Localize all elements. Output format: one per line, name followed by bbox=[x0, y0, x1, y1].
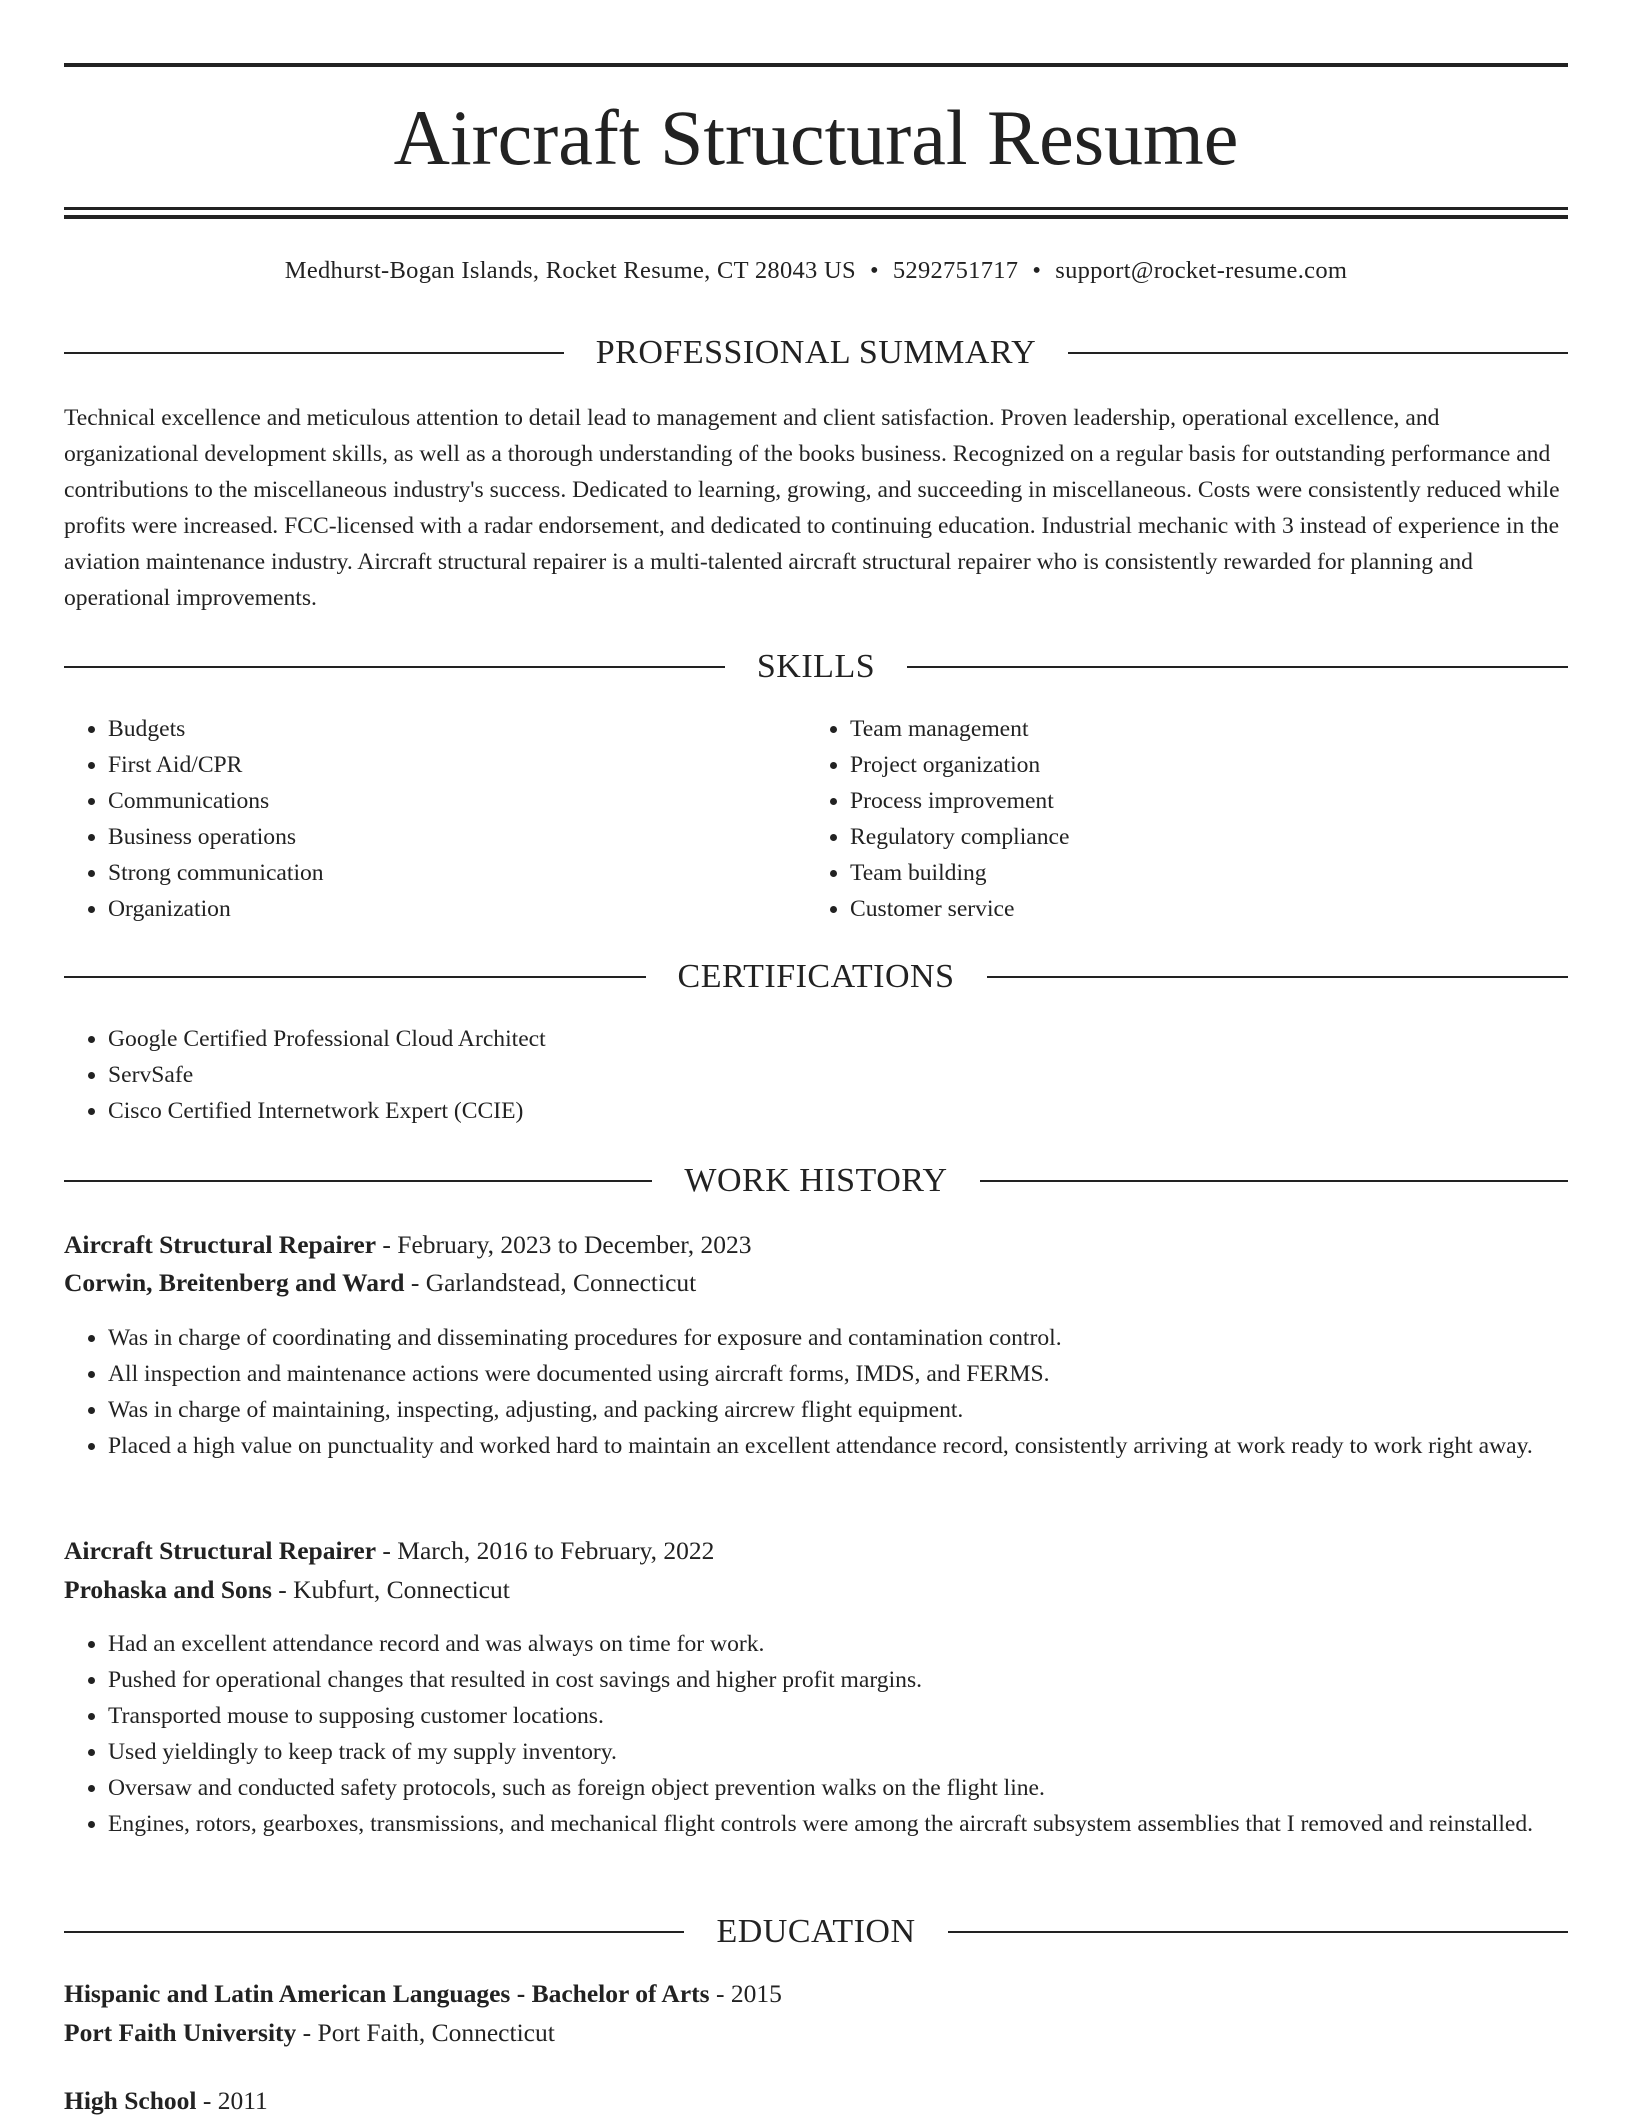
education-degree: High School bbox=[64, 2086, 197, 2115]
job-bullet: • Was in charge of coordinating and disseminating procedures for exposure and contamination control. bbox=[108, 1320, 1568, 1356]
job-title-line bbox=[64, 1532, 1568, 1570]
job-location: - Garlandstead, Connecticut bbox=[404, 1268, 697, 1297]
contact-address: Medhurst-Bogan Islands, Rocket Resume, CT 28043 US bbox=[284, 257, 856, 284]
heading-rule bbox=[64, 976, 646, 978]
skill-item: • Regulatory compliance bbox=[850, 819, 1550, 855]
heading-rule bbox=[980, 1180, 1568, 1182]
resume-title: Aircraft Structural Resume bbox=[393, 94, 1239, 181]
section-heading-work-history bbox=[64, 1161, 1568, 1201]
job-dates: - February, 2023 to December, 2023 bbox=[376, 1230, 752, 1259]
education-location: - Port Faith, Connecticut bbox=[296, 2018, 555, 2047]
certification-item: • ServSafe bbox=[108, 1057, 1568, 1093]
contact-separator: • bbox=[869, 257, 879, 284]
certifications-list bbox=[64, 1021, 1568, 1129]
job-location: - Kubfurt, Connecticut bbox=[271, 1575, 510, 1604]
skill-item: • Team management bbox=[850, 711, 1550, 747]
job-bullet: • Placed a high value on punctuality and worked hard to maintain an excellent attendance record, consistently arriving at work ready to work right away. bbox=[108, 1428, 1568, 1464]
job-bullet: • Used yieldingly to keep track of my supply inventory. bbox=[108, 1734, 1568, 1770]
job-bullet: • Oversaw and conducted safety protocols, such as foreign object prevention walks on the flight line. bbox=[108, 1770, 1568, 1806]
job-company-line bbox=[64, 1264, 1568, 1302]
section-title: PROFESSIONAL SUMMARY bbox=[595, 334, 1037, 371]
skill-item: • Organization bbox=[108, 891, 808, 927]
skill-item: • Team building bbox=[850, 855, 1550, 891]
skill-item: • Business operations bbox=[108, 819, 808, 855]
summary-text: Technical excellence and meticulous attention to detail lead to management and client satisfaction. Proven leadership, operational excellence, and organizational development skills, as well as a thorough understanding of the books business. Recognized on a regular basis for outstanding performance and contributions to the miscellaneous industry's success. Dedicated to learning, growing, and succeeding in miscellaneous. Costs were consistently reduced while profits were increased. FCC-licensed with a radar endorsement, and dedicated to continuing education. Industrial mechanic with 3 instead of experience in the aviation maintenance industry. Aircraft structural repairer is a multi-talented aircraft structural repairer who is consistently rewarded for planning and operational improvements. bbox=[64, 405, 1560, 611]
skill-item: • First Aid/CPR bbox=[108, 747, 808, 783]
education-degree-line bbox=[64, 1975, 1568, 2013]
section-title: EDUCATION bbox=[716, 1913, 916, 1950]
section-heading-skills bbox=[64, 647, 1568, 687]
certification-item: • Google Certified Professional Cloud Architect bbox=[108, 1021, 1568, 1057]
job-title-line bbox=[64, 1226, 1568, 1264]
heading-rule bbox=[987, 976, 1569, 978]
job-bullet: • Engines, rotors, gearboxes, transmissions, and mechanical flight controls were among the aircraft subsystem assemblies that I removed and reinstalled. bbox=[108, 1806, 1568, 1842]
skill-item: • Communications bbox=[108, 783, 808, 819]
section-heading-certifications bbox=[64, 957, 1568, 997]
heading-rule bbox=[907, 666, 1568, 668]
job-bullet: • Transported mouse to supposing customer locations. bbox=[108, 1698, 1568, 1734]
job-bullets bbox=[64, 1626, 1568, 1842]
job-bullets bbox=[64, 1320, 1568, 1464]
heading-rule bbox=[948, 1931, 1568, 1933]
job-bullet: • All inspection and maintenance actions were documented using aircraft forms, IMDS, and FERMS. bbox=[108, 1356, 1568, 1392]
skills-list-left bbox=[64, 711, 808, 927]
education-school: Port Faith University bbox=[64, 2018, 297, 2047]
title-double-rule bbox=[64, 207, 1568, 219]
job-title: Aircraft Structural Repairer bbox=[64, 1230, 377, 1259]
contact-phone[interactable]: 5292751717 bbox=[892, 257, 1019, 284]
skills-list-right bbox=[806, 711, 1550, 927]
job-company-line bbox=[64, 1571, 1568, 1609]
heading-rule bbox=[64, 666, 725, 668]
job-company: Corwin, Breitenberg and Ward bbox=[64, 1268, 405, 1297]
job-bullet: • Had an excellent attendance record and was always on time for work. bbox=[108, 1626, 1568, 1662]
section-title: SKILLS bbox=[756, 648, 876, 685]
skill-item: • Process improvement bbox=[850, 783, 1550, 819]
education-degree-line bbox=[64, 2082, 1568, 2120]
contact-email[interactable]: support@rocket-resume.com bbox=[1055, 257, 1348, 284]
skill-item: • Strong communication bbox=[108, 855, 808, 891]
job-title: Aircraft Structural Repairer bbox=[64, 1536, 377, 1565]
skill-item: • Project organization bbox=[850, 747, 1550, 783]
heading-rule bbox=[1068, 352, 1568, 354]
skill-item: • Customer service bbox=[850, 891, 1550, 927]
section-title: WORK HISTORY bbox=[684, 1162, 948, 1199]
heading-rule bbox=[64, 1931, 684, 1933]
contact-line bbox=[64, 253, 1568, 289]
job-bullet: • Pushed for operational changes that resulted in cost savings and higher profit margins. bbox=[108, 1662, 1568, 1698]
education-degree: Hispanic and Latin American Languages - Bachelor of Arts bbox=[64, 1979, 710, 2008]
skill-item: • Budgets bbox=[108, 711, 808, 747]
education-year: - 2011 bbox=[196, 2086, 268, 2115]
certification-item: • Cisco Certified Internetwork Expert (CCIE) bbox=[108, 1093, 1568, 1129]
education-school-line bbox=[64, 2014, 1568, 2052]
job-dates: - March, 2016 to February, 2022 bbox=[376, 1536, 715, 1565]
heading-rule bbox=[64, 1180, 652, 1182]
heading-rule bbox=[64, 352, 564, 354]
section-heading-education bbox=[64, 1912, 1568, 1952]
top-rule bbox=[64, 63, 1568, 67]
education-year: - 2015 bbox=[709, 1979, 782, 2008]
job-company: Prohaska and Sons bbox=[64, 1575, 272, 1604]
job-bullet: • Was in charge of maintaining, inspecting, adjusting, and packing aircrew flight equipment. bbox=[108, 1392, 1568, 1428]
section-heading-summary bbox=[64, 333, 1568, 373]
contact-separator: • bbox=[1032, 257, 1042, 284]
section-title: CERTIFICATIONS bbox=[677, 958, 955, 995]
